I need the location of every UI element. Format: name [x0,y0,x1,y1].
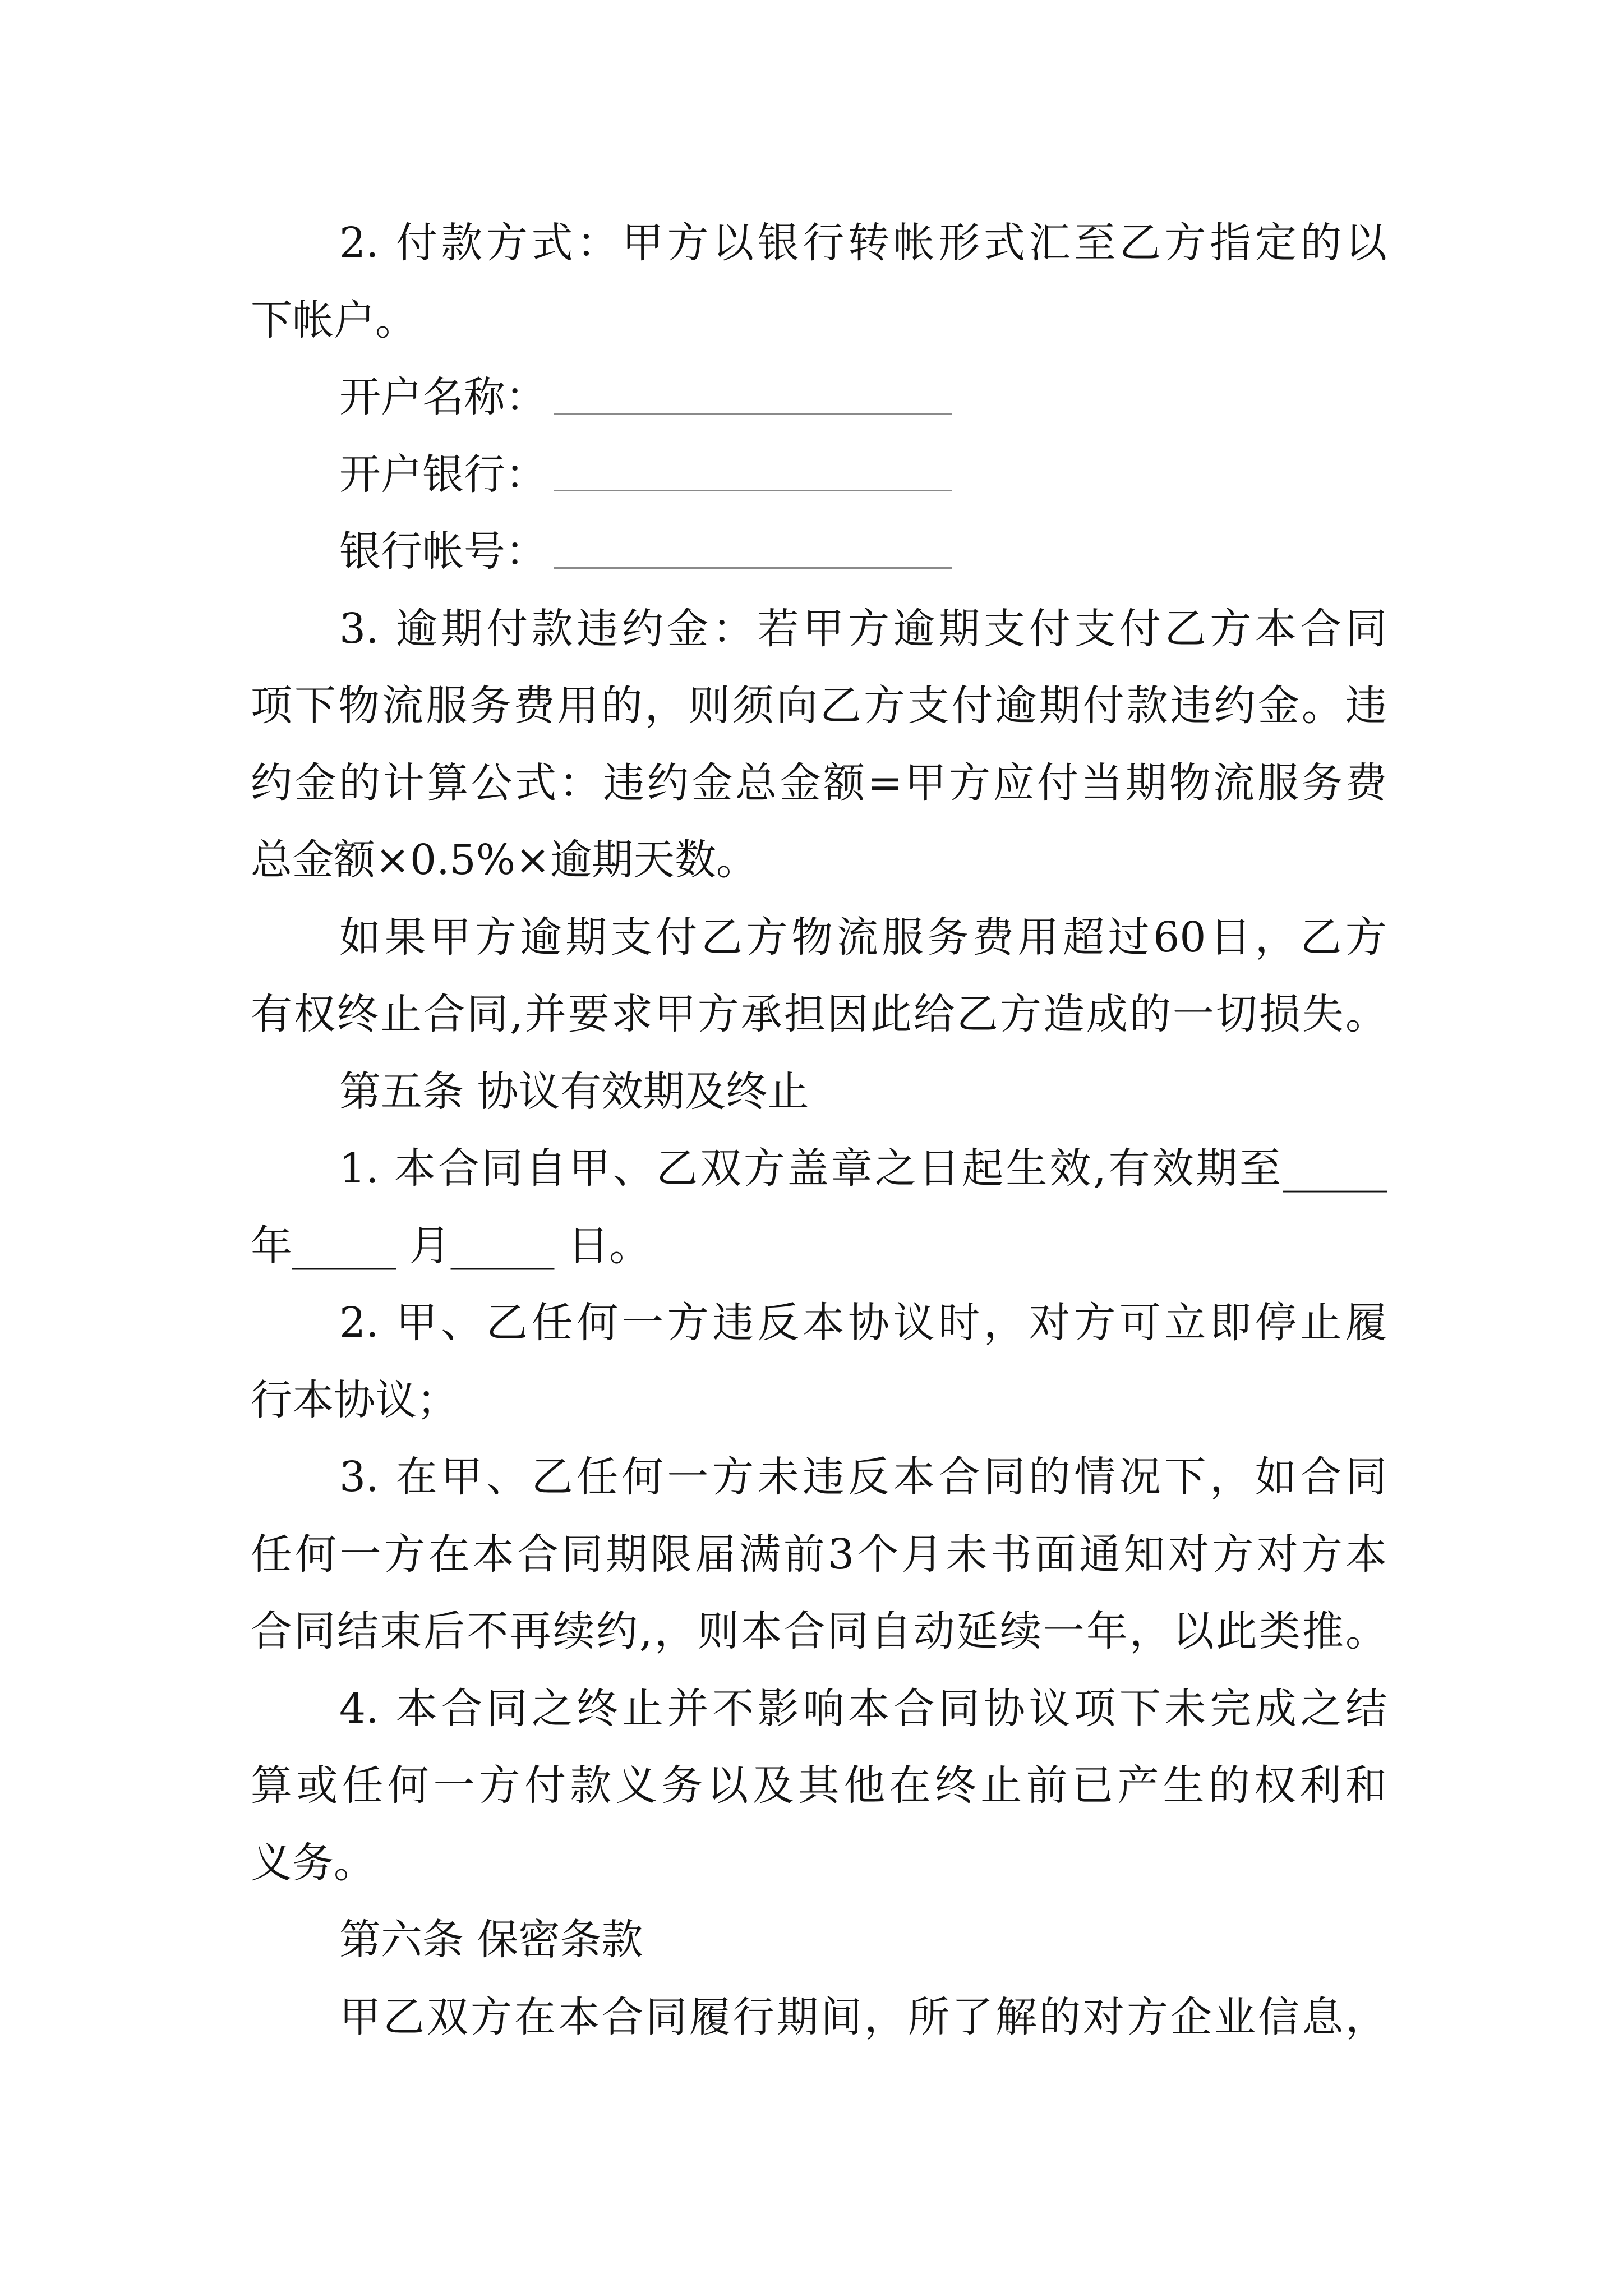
account-field-label: 开户银行： [339,450,547,499]
clause-line: 行本协议； [251,1375,458,1424]
clause-line: 义务。 [251,1838,375,1887]
late-penalty-line: 项下物流服务费用的，则须向乙方支付逾期付款违约金。违 [251,682,1387,730]
account-name-field [251,359,1387,436]
termination-right-line: 如果甲方逾期支付乙方物流服务费用超过60日，乙方 [339,913,1387,961]
account-field-label: 开户名称： [339,373,547,421]
clause-line: 算或任何一方付款义务以及其他在终止前已产生的权利和 [251,1761,1387,1810]
article-heading: 第六条 保密条款 [339,1916,643,1964]
account-field-label: 银行帐号： [339,527,547,576]
payment-method-line: 2. 付款方式：甲方以银行转帐形式汇至乙方指定的以 [339,219,1387,267]
clause-line: 年_____ 月_____ 日。 [251,1221,651,1270]
blank-line [554,526,952,569]
termination-right-line: 有权终止合同,并要求甲方承担因此给乙方造成的一切损失。 [251,990,1387,1038]
confidentiality-line: 甲乙双方在本合同履行期间，所了解的对方企业信息， [339,1993,1387,2041]
clause-line: 3. 在甲、乙任何一方未违反本合同的情况下，如合同 [339,1453,1387,1501]
clause-line: 1. 本合同自甲、乙双方盖章之日起生效,有效期至_____ [339,1144,1387,1193]
account-number-field [251,513,1387,591]
late-penalty-line: 总金额×0.5%×逾期天数。 [251,836,758,884]
clause-line: 2. 甲、乙任何一方违反本协议时，对方可立即停止履 [339,1299,1387,1347]
blank-line [554,371,952,415]
article-heading: 第五条 协议有效期及终止 [339,1067,809,1116]
account-bank-field [251,436,1387,514]
blank-line [554,448,952,491]
clause-line: 任何一方在本合同期限届满前3个月未书面通知对方对方本 [251,1530,1387,1579]
document-body [251,205,1387,2056]
payment-method-line: 下帐户。 [251,296,417,344]
late-penalty-line: 约金的计算公式：违约金总金额=甲方应付当期物流服务费 [251,758,1387,807]
late-penalty-line: 3. 逾期付款违约金：若甲方逾期支付支付乙方本合同 [339,604,1387,653]
clause-line: 合同结束后不再续约,，则本合同自动延续一年，以此类推。 [251,1607,1387,1655]
clause-line: 4. 本合同之终止并不影响本合同协议项下未完成之结 [339,1684,1387,1733]
